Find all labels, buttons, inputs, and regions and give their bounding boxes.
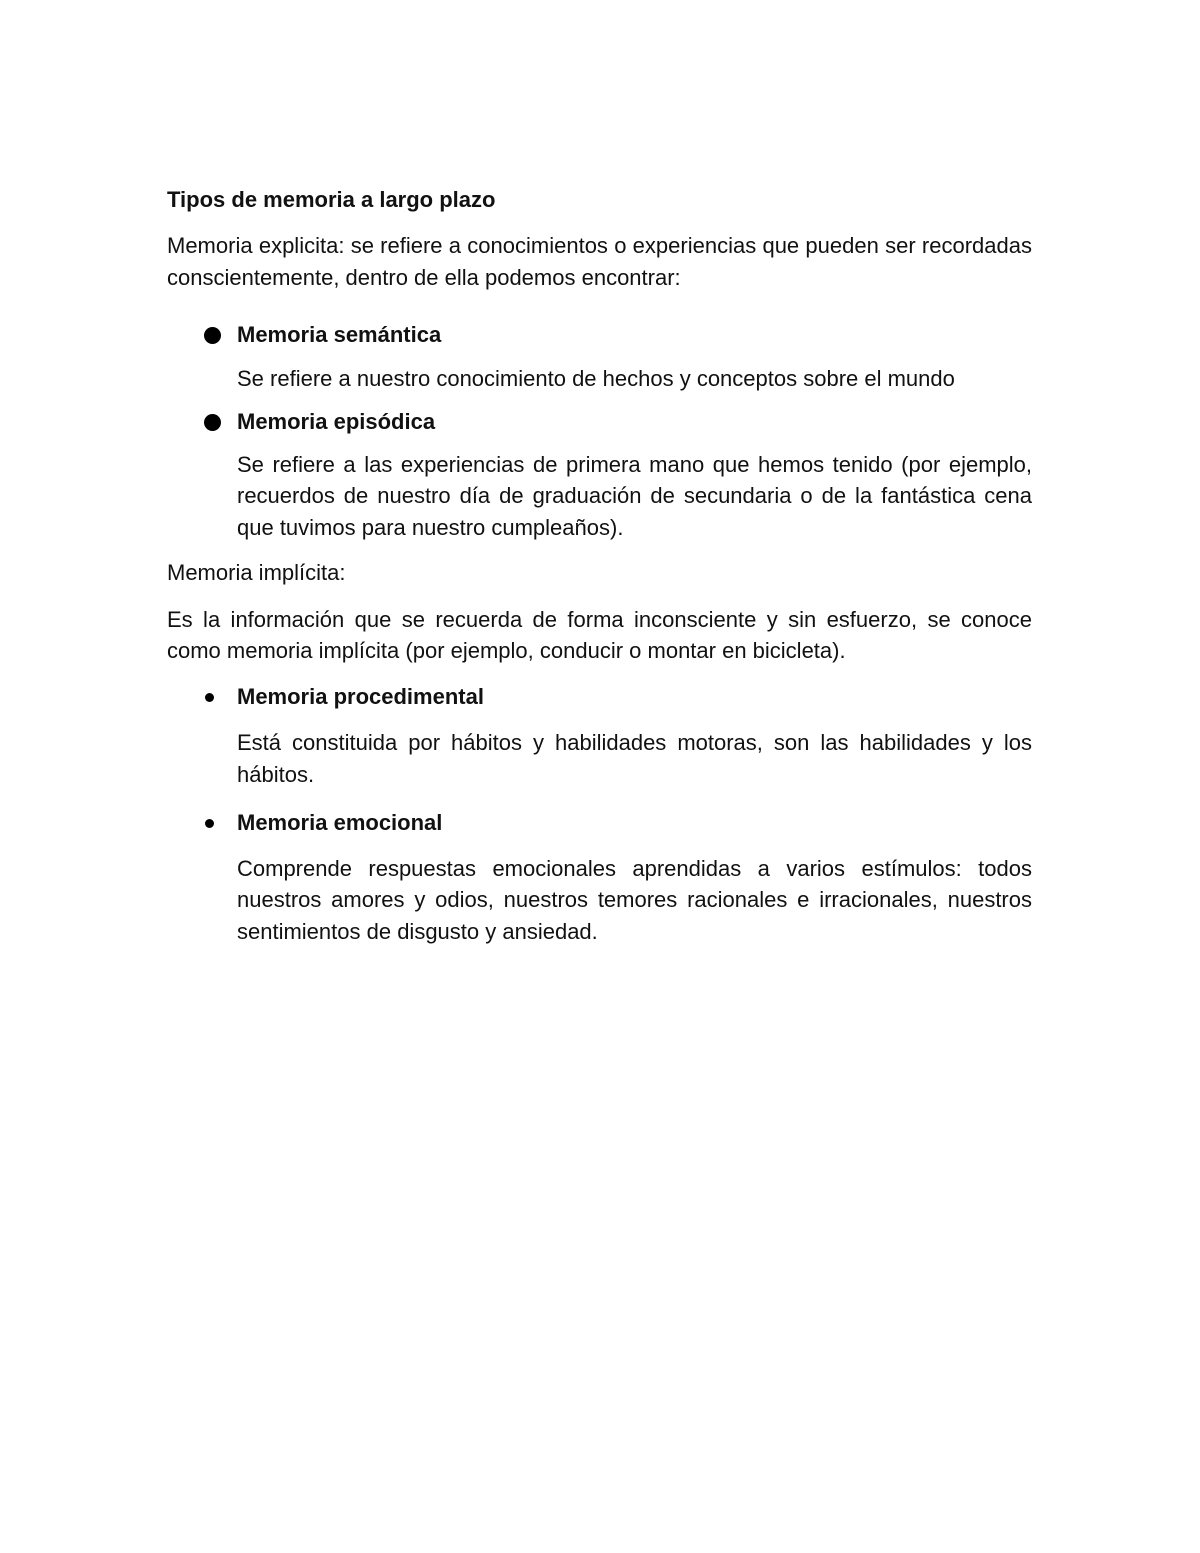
list-item-title: Memoria emocional bbox=[237, 810, 443, 835]
bullet-icon bbox=[205, 819, 214, 828]
list-item-title: Memoria episódica bbox=[237, 409, 436, 434]
list-item-semantic-memory bbox=[167, 319, 1032, 394]
explicit-memory-intro: Memoria explicita: se refiere a conocimientos o experiencias que pueden ser recordadas conscientemente, dentro de ella podemos encontrar: bbox=[167, 233, 1032, 290]
bullet-icon bbox=[205, 693, 214, 702]
bullet-icon bbox=[204, 327, 221, 344]
implicit-memory-label: Memoria implícita: bbox=[167, 560, 346, 585]
list-item-description: Se refiere a las experiencias de primera mano que hemos tenido (por ejemplo, recuerdos de nuestro día de graduación de secundaria o de la fantástica cena que tuvimos para nuestro cumpleaños). bbox=[237, 451, 1032, 540]
list-item-emotional-memory bbox=[167, 807, 1032, 947]
section-heading: Tipos de memoria a largo plazo bbox=[167, 187, 496, 212]
list-item-episodic-memory bbox=[167, 406, 1032, 543]
list-item-title: Memoria procedimental bbox=[237, 683, 484, 709]
list-item-procedural-memory bbox=[167, 681, 1032, 791]
implicit-memory-list bbox=[167, 681, 1032, 948]
bullet-icon bbox=[204, 414, 221, 431]
list-item-title: Memoria semántica bbox=[237, 322, 442, 347]
list-item-description: Está constituida por hábitos y habilidades motoras, son las habilidades y los hábitos. bbox=[237, 730, 1032, 787]
list-item-description: Se refiere a nuestro conocimiento de hechos y conceptos sobre el mundo bbox=[237, 365, 955, 391]
list-item-description: Comprende respuestas emocionales aprendidas a varios estímulos: todos nuestros amores y odios, nuestros temores racionales e irracionales, nuestros sentimientos de disgusto y ansiedad. bbox=[237, 855, 1032, 944]
implicit-memory-text: Es la información que se recuerda de forma inconsciente y sin esfuerzo, se conoce como memoria implícita (por ejemplo, conducir o montar en bicicleta). bbox=[167, 606, 1032, 663]
document-page bbox=[167, 184, 1032, 947]
explicit-memory-list bbox=[167, 319, 1032, 543]
